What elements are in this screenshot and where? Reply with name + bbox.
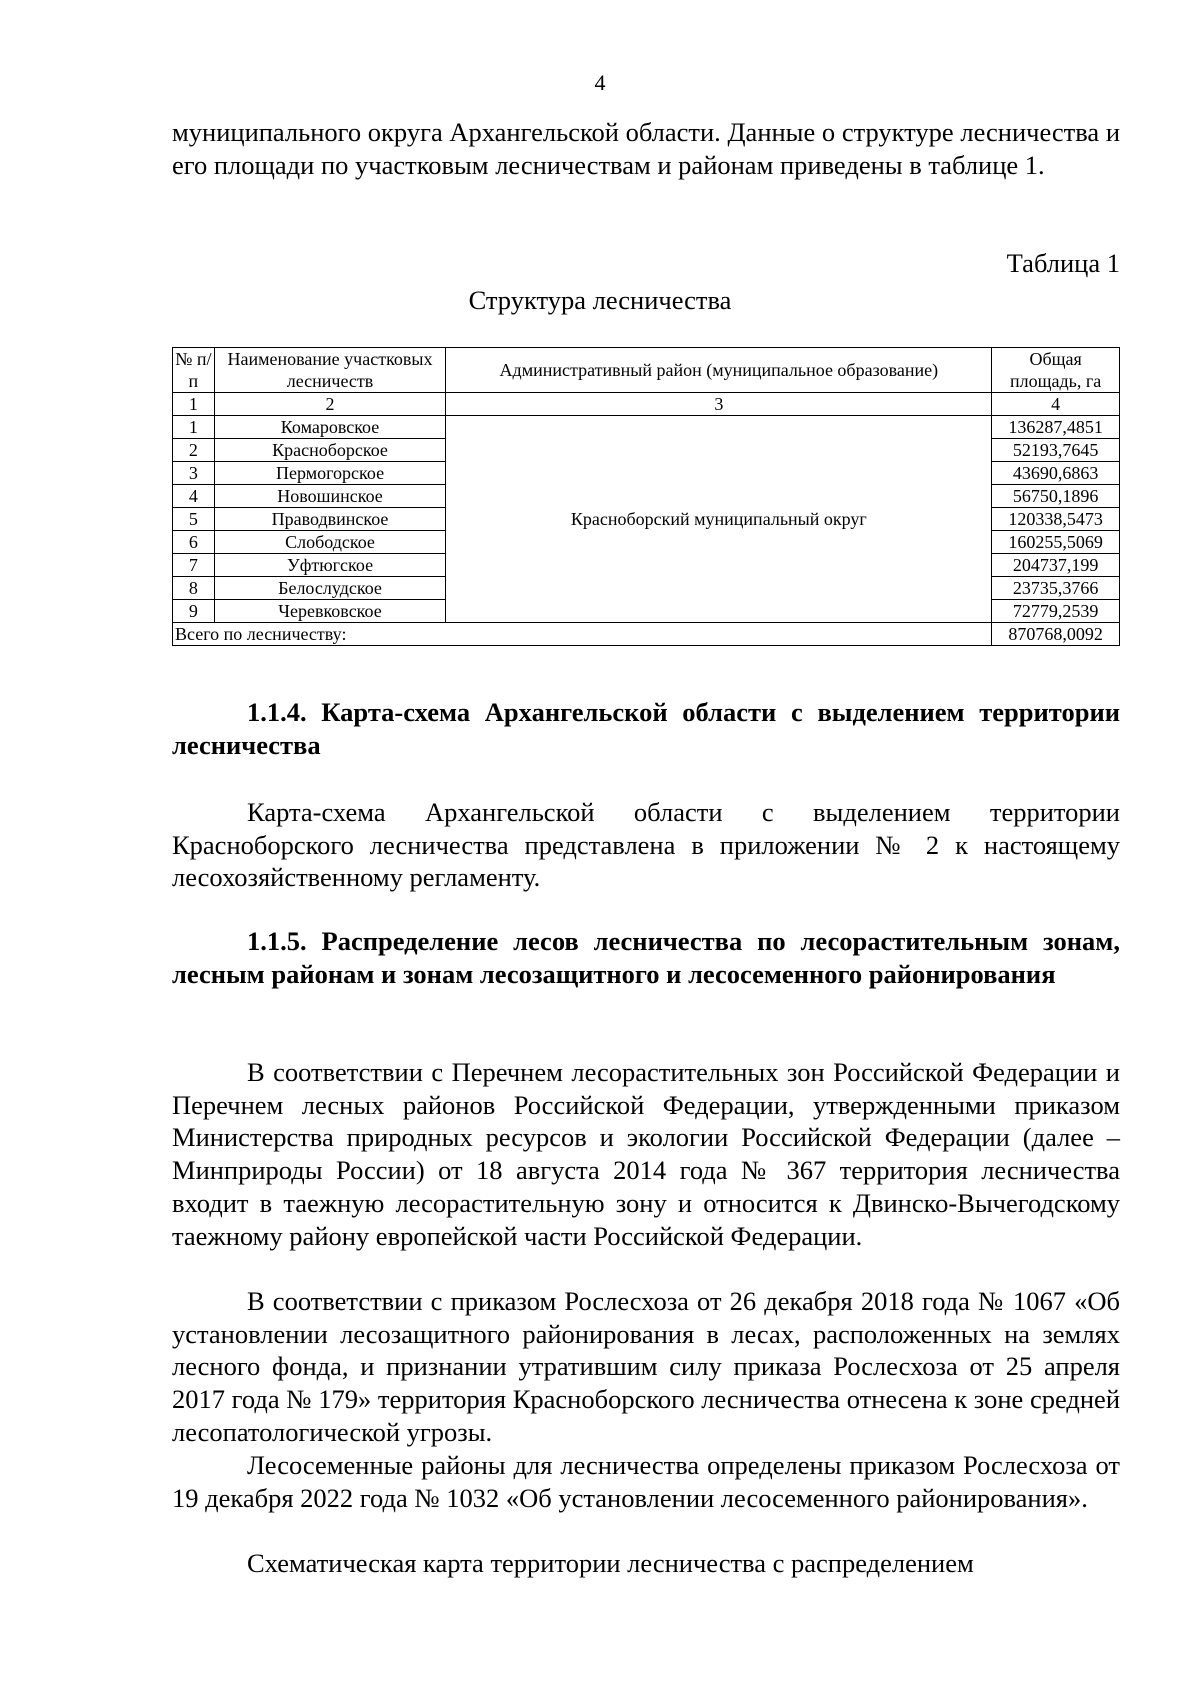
column-number-2: 2 bbox=[214, 393, 446, 416]
header-area: Общая площадь, га bbox=[992, 348, 1120, 393]
row-number: 7 bbox=[173, 554, 215, 577]
row-area: 72779,2539 bbox=[992, 600, 1120, 623]
header-forestry-name: Наименование участковых лесничеств bbox=[214, 348, 446, 393]
section-1-1-5-paragraph-1: В соответствии с Перечнем лесорастительных зон Российской Федерации и Перечнем лесных районов Российской Федерации, утвержденными приказом Министерства природных ресурсов и экологии Российской Федерации (далее – Минприроды России) от 18 августа 2014 года № 367 территория лесничества входит в таежную лесорастительную зону и относится к Двинско-Вычегодскому таежному району европейской части Российской Федерации. bbox=[172, 1057, 1120, 1251]
row-forestry-name: Праводвинское bbox=[214, 508, 446, 531]
row-area: 43690,6863 bbox=[992, 462, 1120, 485]
table-row bbox=[173, 416, 1120, 439]
section-1-1-5-paragraph-3: Лесосеменные районы для лесничества определены приказом Рослесхоза от 19 декабря 2022 года № 1032 «Об установлении лесосеменного районирования». bbox=[172, 1450, 1120, 1513]
section-1-1-5-paragraph-2: В соответствии с приказом Рослесхоза от 26 декабря 2018 года № 1067 «Об установлении лесозащитного районирования в лесах, расположенных на землях лесного фонда, и признании утратившим силу приказа Рослесхоза от 25 апреля 2017 года № 179» территория Красноборского лесничества отнесена к зоне средней лесопатологической угрозы. bbox=[172, 1286, 1120, 1447]
row-forestry-name: Пермогорское bbox=[214, 462, 446, 485]
table-caption: Таблица 1 bbox=[1006, 248, 1120, 278]
header-number: № п/п bbox=[173, 348, 215, 393]
row-number: 5 bbox=[173, 508, 215, 531]
row-number: 2 bbox=[173, 439, 215, 462]
header-district: Административный район (муниципальное образование) bbox=[446, 348, 992, 393]
row-area: 160255,5069 bbox=[992, 531, 1120, 554]
row-area: 204737,199 bbox=[992, 554, 1120, 577]
row-number: 8 bbox=[173, 577, 215, 600]
section-heading-1-1-4: 1.1.4. Карта-схема Архангельской области с выделением территории лесничества bbox=[172, 697, 1120, 760]
table-total-row bbox=[173, 623, 1120, 646]
row-number: 4 bbox=[173, 485, 215, 508]
row-forestry-name: Красноборское bbox=[214, 439, 446, 462]
column-number-1: 1 bbox=[173, 393, 215, 416]
table-column-numbers-row bbox=[173, 393, 1120, 416]
row-forestry-name: Белослудское bbox=[214, 577, 446, 600]
section-1-1-4-paragraph: Карта-схема Архангельской области с выделением территории Красноборского лесничества представлена в приложении № 2 к настоящему лесохозяйственному регламенту. bbox=[172, 797, 1120, 893]
section-1-1-5-paragraph-4: Схематическая карта территории лесничества с распределением bbox=[247, 1548, 974, 1578]
row-area: 120338,5473 bbox=[992, 508, 1120, 531]
row-area: 56750,1896 bbox=[992, 485, 1120, 508]
table-header-row bbox=[173, 348, 1120, 393]
row-area: 136287,4851 bbox=[992, 416, 1120, 439]
column-number-4: 4 bbox=[992, 393, 1120, 416]
row-forestry-name: Комаровское bbox=[214, 416, 446, 439]
row-area: 23735,3766 bbox=[992, 577, 1120, 600]
row-number: 1 bbox=[173, 416, 215, 439]
row-number: 9 bbox=[173, 600, 215, 623]
forestry-structure-table bbox=[172, 347, 1120, 646]
row-number: 6 bbox=[173, 531, 215, 554]
table-title: Структура лесничества bbox=[468, 285, 732, 315]
row-forestry-name: Черевковское bbox=[214, 600, 446, 623]
row-area: 52193,7645 bbox=[992, 439, 1120, 462]
total-area: 870768,0092 bbox=[992, 623, 1120, 646]
page-number: 4 bbox=[594, 70, 606, 95]
row-forestry-name: Новошинское bbox=[214, 485, 446, 508]
section-heading-1-1-5: 1.1.5. Распределение лесов лесничества по лесорастительным зонам, лесным районам и зонам лесозащитного и лесосеменного районирования bbox=[172, 926, 1120, 989]
intro-paragraph: муниципального округа Архангельской области. Данные о структуре лесничества и его площади по участковым лесничествам и районам приведены в таблице 1. bbox=[172, 117, 1120, 180]
row-number: 3 bbox=[173, 462, 215, 485]
total-label: Всего по лесничеству: bbox=[173, 623, 992, 646]
row-forestry-name: Уфтюгское bbox=[214, 554, 446, 577]
district-cell: Красноборский муниципальный округ bbox=[446, 416, 992, 623]
column-number-3: 3 bbox=[446, 393, 992, 416]
row-forestry-name: Слободское bbox=[214, 531, 446, 554]
